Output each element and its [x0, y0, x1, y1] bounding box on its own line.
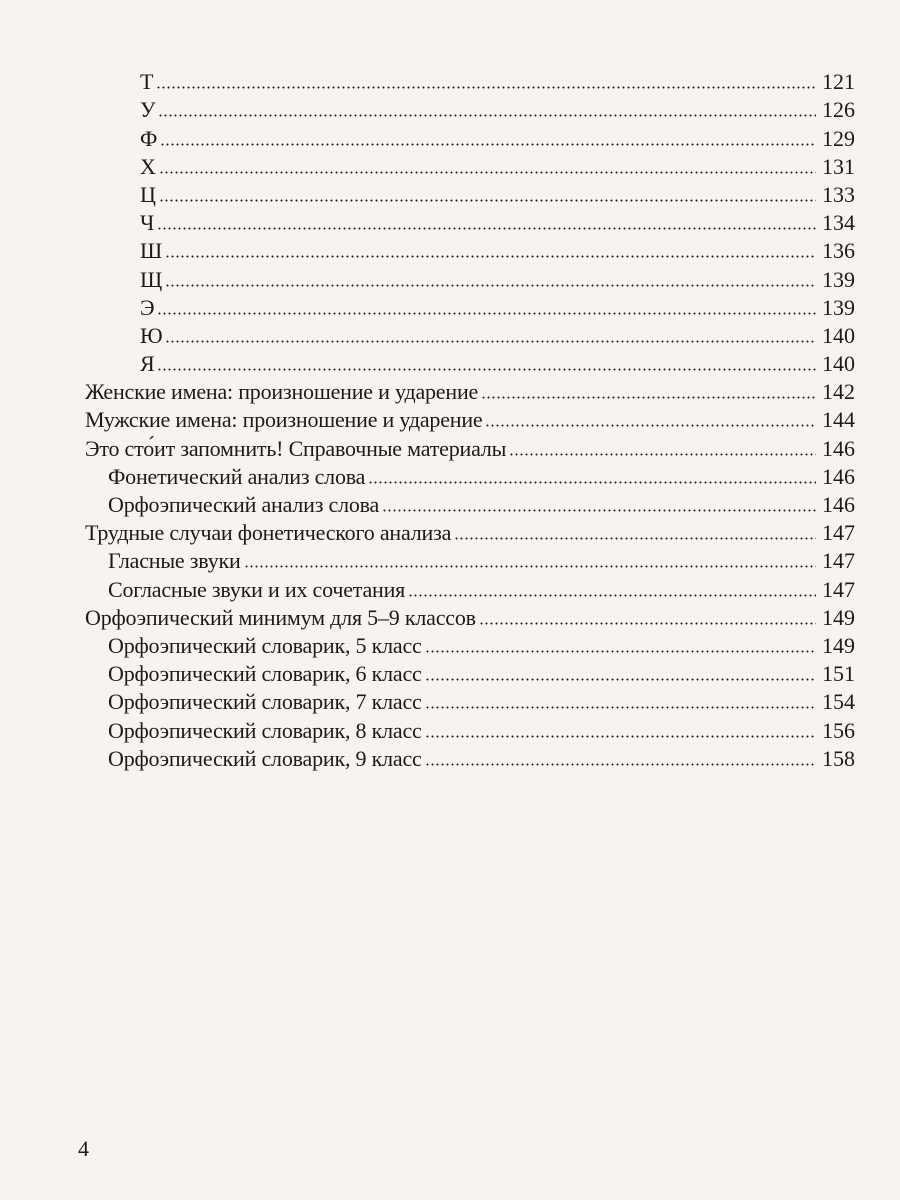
toc-entry-page: 129 [822, 125, 855, 151]
dot-leader [425, 735, 816, 738]
toc-entry [85, 320, 855, 348]
toc-entry-page: 126 [822, 97, 855, 123]
toc-entry [85, 517, 855, 545]
toc-entry-title: Я [140, 351, 155, 377]
toc-entry [85, 461, 855, 489]
toc-entry-page: 140 [822, 322, 855, 348]
toc-entry-page: 133 [822, 181, 855, 207]
toc-entry [85, 545, 855, 573]
toc-entry-title: Орфоэпический словарик, 8 класс [108, 717, 422, 743]
toc-entry-page: 142 [822, 379, 855, 405]
toc-entry-title: Щ [140, 266, 162, 292]
page-number: 4 [78, 1136, 89, 1161]
toc-entry-page: 156 [822, 717, 855, 743]
dot-leader [425, 678, 816, 681]
toc-entry-title: Ф [140, 125, 158, 151]
toc-entry [85, 404, 855, 432]
dot-leader [165, 255, 816, 258]
toc-entry-page: 146 [822, 492, 855, 517]
toc-entry-title: Это сто́ит запомнить! Справочные материалы [85, 435, 507, 461]
toc-entry-page: 149 [822, 604, 855, 630]
toc-entry [85, 432, 855, 460]
toc-entry-title: Трудные случаи фонетического анализа [85, 520, 452, 546]
toc-entry [85, 743, 855, 771]
dot-leader [157, 368, 816, 371]
toc-entry [85, 348, 855, 376]
toc-entry [85, 630, 855, 658]
toc-entry-title: Ц [140, 181, 156, 207]
toc-entry-title: Э [140, 294, 155, 320]
toc-entry-page: 131 [822, 153, 855, 179]
toc-entry-page: 158 [822, 745, 855, 771]
dot-leader [158, 114, 816, 117]
toc-entry [85, 602, 855, 630]
toc-entry-title: Орфоэпический анализ слова [108, 492, 380, 517]
dot-leader [425, 706, 816, 709]
toc-entry-page: 121 [822, 69, 855, 95]
toc-entry [85, 376, 855, 404]
dot-leader [165, 340, 816, 343]
toc-entry-title: Орфоэпический словарик, 7 класс [108, 689, 422, 715]
dot-leader [244, 565, 816, 568]
toc-entry-title: Фонетический анализ слова [108, 463, 366, 489]
toc-entry [85, 714, 855, 742]
toc-entry-title: Ю [140, 322, 163, 348]
dot-leader [368, 481, 816, 484]
toc-entry-title: У [140, 97, 156, 123]
dot-leader [485, 424, 816, 427]
dot-leader [408, 594, 816, 597]
toc-entry [85, 94, 855, 122]
toc-entry-title: Орфоэпический словарик, 6 класс [108, 661, 422, 687]
toc-entry-page: 146 [822, 463, 855, 489]
toc-entry-title: Согласные звуки и их сочетания [108, 576, 406, 602]
toc-entry-title: Орфоэпический минимум для 5–9 классов [85, 604, 476, 630]
toc-entry-page: 139 [822, 266, 855, 292]
toc-entry-page: 134 [822, 210, 855, 236]
dot-leader [165, 284, 816, 287]
toc-entry-title: Орфоэпический словарик, 9 класс [108, 745, 422, 771]
dot-leader [159, 171, 816, 174]
dot-leader [481, 396, 816, 399]
dot-leader [425, 650, 816, 653]
toc-entry-title: Ш [140, 238, 162, 264]
toc-entry-page: 144 [822, 407, 855, 433]
toc-entry [85, 658, 855, 686]
dot-leader [160, 143, 816, 146]
toc-entry-page: 147 [822, 548, 855, 574]
dot-leader [156, 86, 816, 89]
toc-entry-page: 147 [822, 576, 855, 602]
toc-entry-title: Орфоэпический словарик, 5 класс [108, 632, 422, 658]
toc-entry-title: Т [140, 69, 154, 95]
toc-entry [85, 151, 855, 179]
toc-entry [85, 263, 855, 291]
toc-entry-page: 136 [822, 238, 855, 264]
toc-entry-page: 154 [822, 689, 855, 715]
toc-entry [85, 66, 855, 94]
dot-leader [159, 199, 816, 202]
toc-entry [85, 489, 855, 517]
toc-entry-page: 140 [822, 351, 855, 377]
toc-entry [85, 207, 855, 235]
dot-leader [157, 312, 816, 315]
toc-entry-title: Ч [140, 210, 155, 236]
dot-leader [425, 763, 816, 766]
toc-entry-title: Мужские имена: произношение и ударение [85, 407, 483, 433]
toc-entry-page: 146 [822, 435, 855, 461]
table-of-contents [85, 66, 855, 771]
toc-entry-title: Женские имена: произношение и ударение [85, 379, 479, 405]
toc-entry [85, 179, 855, 207]
toc-entry-page: 151 [822, 661, 855, 687]
dot-leader [382, 509, 816, 512]
dot-leader [454, 537, 816, 540]
dot-leader [157, 227, 816, 230]
toc-entry [85, 122, 855, 150]
toc-entry-page: 139 [822, 294, 855, 320]
dot-leader [479, 622, 816, 625]
toc-entry [85, 686, 855, 714]
toc-entry-page: 149 [822, 632, 855, 658]
toc-entry-page: 147 [822, 520, 855, 546]
toc-entry-title: Гласные звуки [108, 548, 241, 574]
dot-leader [509, 453, 816, 456]
toc-entry-title: Х [140, 153, 156, 179]
toc-entry [85, 235, 855, 263]
toc-entry [85, 292, 855, 320]
toc-entry [85, 573, 855, 601]
